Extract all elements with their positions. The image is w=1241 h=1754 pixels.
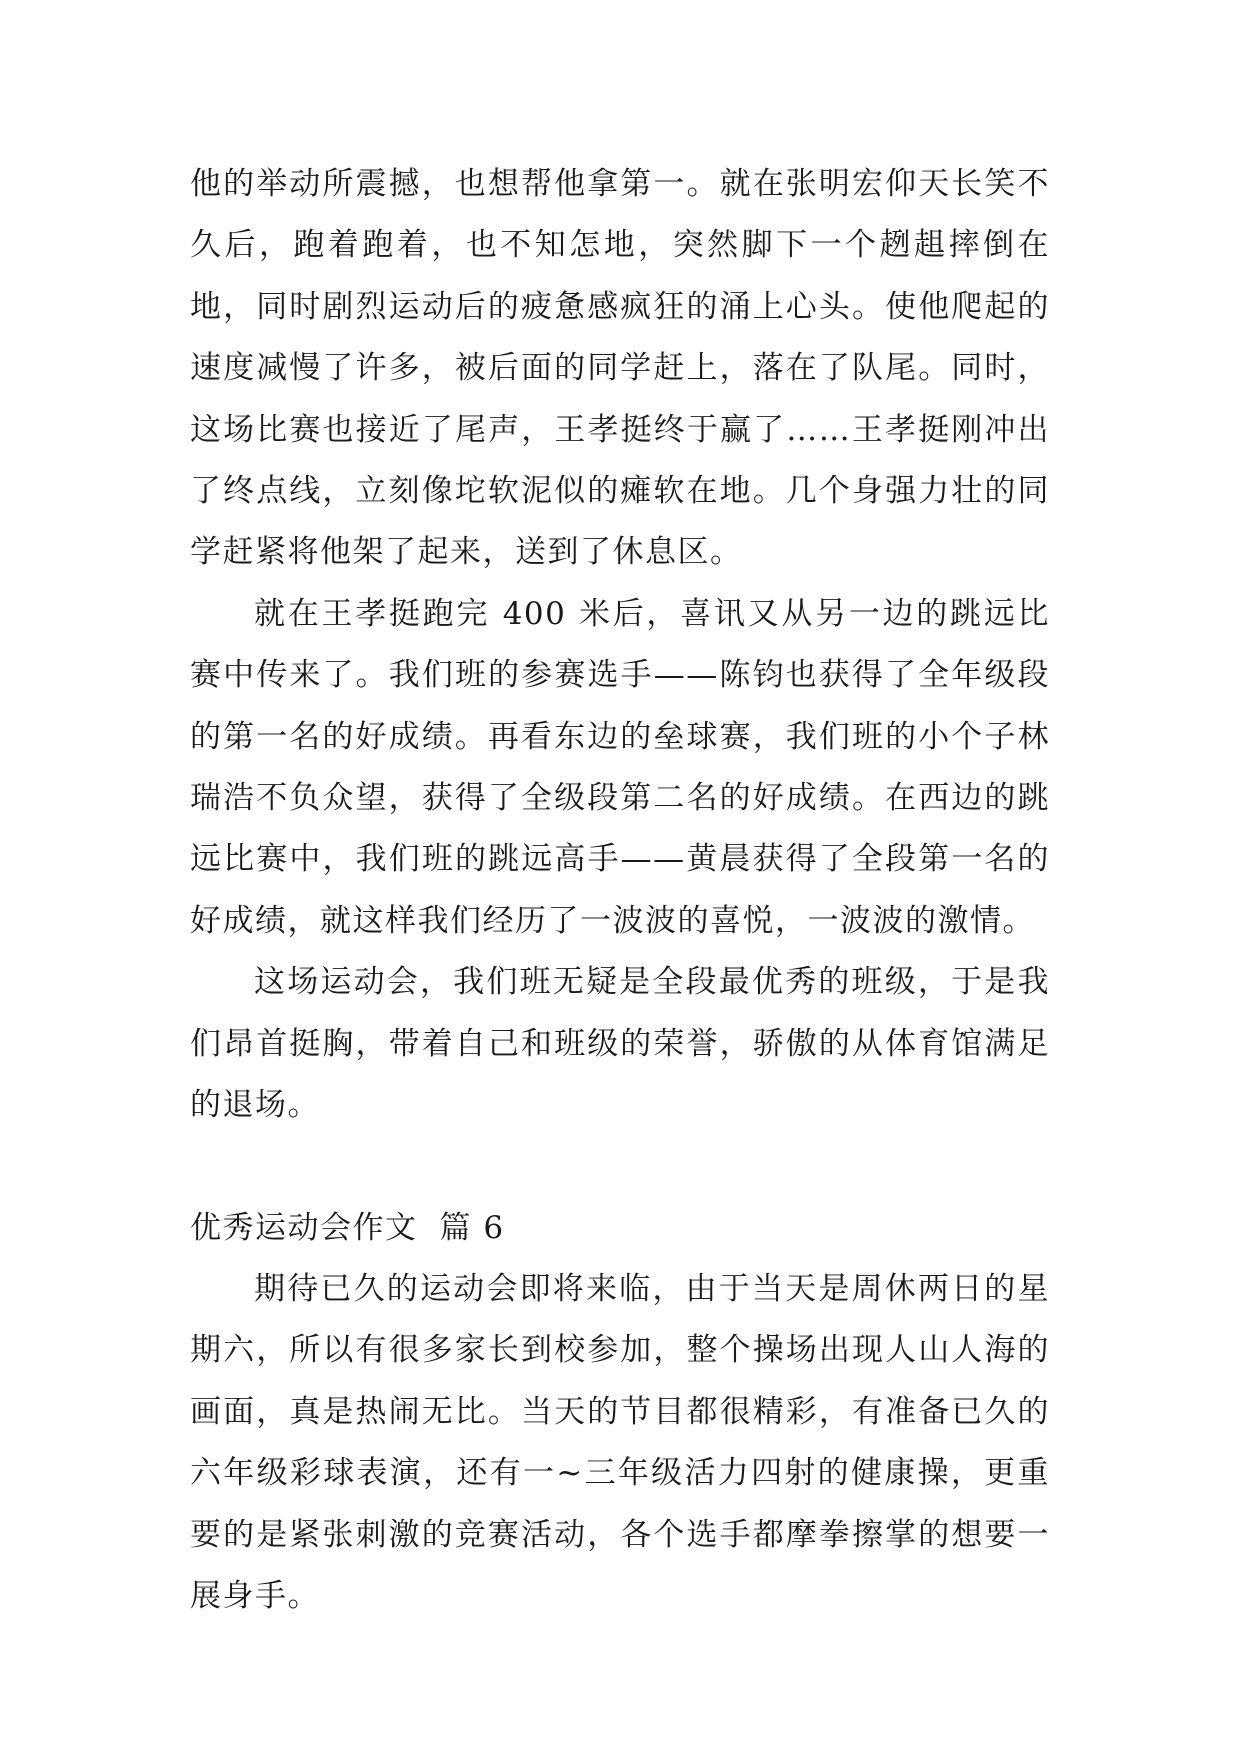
paragraph-3: 这场运动会，我们班无疑是全段最优秀的班级，于是我们昂首挺胸，带着自己和班级的荣誉，骄傲的从体育馆满足的退场。: [190, 964, 1050, 1124]
paragraph-2: 就在王孝挺跑完 400 米后，喜讯又从另一边的跳远比赛中传来了。我们班的参赛选手——陈钧也获得了全年级段的第一名的好成绩。再看东边的垒球赛，我们班的小个子林瑞浩不负众望，获得了全级段第二名的好成绩。在西边的跳远比赛中，我们班的跳远高手——黄晨获得了全段第一名的好成绩，就这样我们经历了一波波的喜悦，一波波的激情。: [190, 595, 1050, 939]
section-heading-title: 优秀运动会作文: [190, 1209, 418, 1246]
section-heading-number: 篇 6: [439, 1209, 505, 1246]
paragraph-4: 期待已久的运动会即将来临，由于当天是周休两日的星期六，所以有很多家长到校参加，整个操场出现人山人海的画面，真是热闹无比。当天的节目都很精彩，有准备已久的六年级彩球表演，还有一~三年级活力四射的健康操，更重要的是紧张刺激的竞赛活动，各个选手都摩拳擦掌的想要一展身手。: [190, 1270, 1050, 1614]
paragraph-1: 他的举动所震撼，也想帮他拿第一。就在张明宏仰天长笑不久后，跑着跑着，也不知怎地，突然脚下一个趔趄摔倒在地，同时剧烈运动后的疲惫感疯狂的涌上心头。使他爬起的速度减慢了许多，被后面的同学赶上，落在了队尾。同时，这场比赛也接近了尾声，王孝挺终于赢了……王孝挺刚冲出了终点线，立刻像坨软泥似的瘫软在地。几个身强力壮的同学赶紧将他架了起来，送到了休息区。: [190, 166, 1050, 571]
section-heading: [190, 1198, 1050, 1259]
document-body: [190, 154, 1050, 1627]
